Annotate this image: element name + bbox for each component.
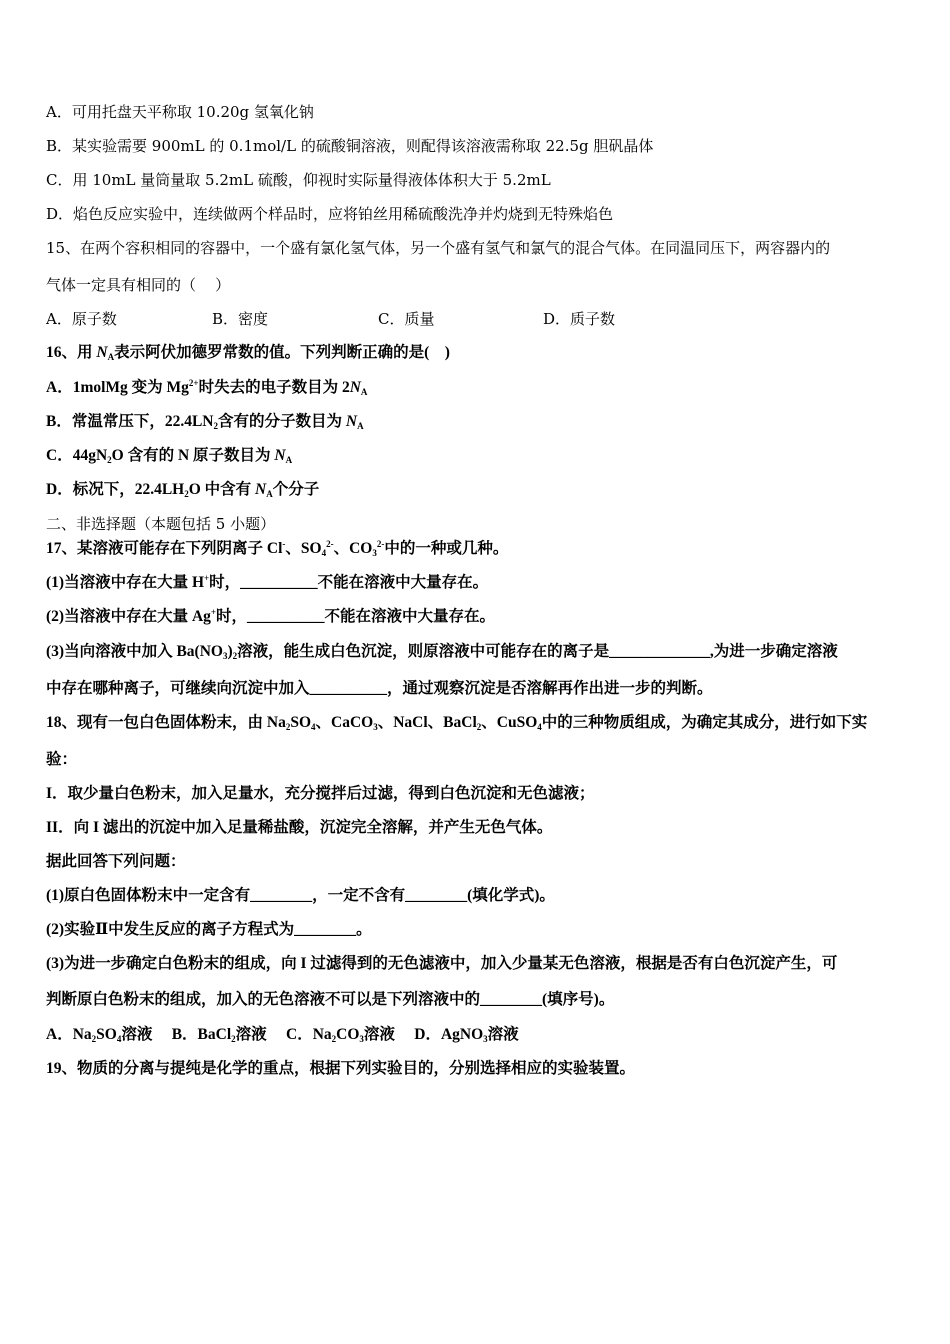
text-segment: 二、非选择题（本题包括 5 小题） — [46, 515, 276, 533]
superscript: 2+ — [188, 378, 199, 388]
subscript: 4 — [537, 722, 542, 732]
text-segment: 气体一定具有相同的（ ） — [46, 276, 231, 294]
q16-option-a — [46, 378, 367, 398]
text-segment: B．常温常压下，22.4LN — [46, 413, 214, 430]
q18-step1 — [46, 784, 595, 804]
text-segment: (2)当溶液中存在大量 Ag — [46, 608, 211, 625]
q14-option-c — [46, 170, 551, 190]
text-segment: 中的三种物质组成，为确定其成分，进行如下实 — [541, 714, 868, 731]
superscript: - — [282, 539, 286, 549]
subscript: 4 — [311, 722, 316, 732]
text-segment: 16、用 — [46, 344, 97, 361]
text-segment: (1)原白色固体粉末中一定含有________，一定不含有________(填化学式)。 — [46, 887, 555, 904]
text-segment: CO — [336, 1026, 360, 1043]
text-segment: 19、物质的分离与提纯是化学的重点，根据下列实验目的，分别选择相应的实验装置。 — [46, 1060, 636, 1077]
subscript: 3 — [372, 548, 377, 558]
subscript: 2 — [331, 1034, 337, 1044]
subscript: A — [266, 489, 273, 499]
superscript: 2- — [376, 539, 385, 549]
subscript: 3 — [483, 1034, 488, 1044]
text-segment: 表示阿伏加德罗常数的值。下列判断正确的是( ) — [114, 344, 450, 361]
superscript: 2- — [326, 539, 334, 549]
text-segment: 时失去的电子数目为 2 — [198, 379, 350, 396]
section-heading — [46, 514, 275, 534]
q17-part2 — [46, 607, 495, 627]
q14-option-b — [46, 136, 653, 156]
text-segment: 含有的分子数目为 — [218, 413, 346, 430]
text-segment: 个分子 — [272, 481, 320, 498]
q17-part1 — [46, 573, 488, 593]
q18-part1 — [46, 886, 555, 906]
text-segment: 中的一种或几种。 — [384, 540, 509, 557]
q17-part3 — [46, 642, 838, 662]
subscript: A — [285, 455, 293, 465]
text-segment: N — [349, 379, 361, 396]
text-segment: 溶液 — [487, 1026, 519, 1043]
subscript: 2 — [107, 455, 112, 465]
subscript: 2 — [231, 1034, 236, 1044]
text-segment: 、CaCO — [315, 714, 374, 731]
subscript: A — [357, 421, 364, 431]
option-c: C．质量 — [378, 310, 435, 328]
text-segment: 判断原白色粉末的组成，加入的无色溶液不可以是下列溶液中的________(填序号)。 — [46, 991, 615, 1008]
subscript: 2 — [213, 421, 218, 431]
text-segment: 17、某溶液可能存在下列阴离子 Cl — [46, 540, 283, 557]
text-segment: A．Na — [46, 1026, 92, 1043]
text-segment: 溶液 D．AgNO — [363, 1026, 484, 1043]
text-segment: 、SO — [285, 540, 322, 557]
subscript: A — [360, 387, 368, 397]
option-d: D．质子数 — [543, 310, 616, 328]
text-segment: ) — [227, 643, 233, 660]
subscript: 3 — [373, 722, 378, 732]
subscript: 2 — [91, 1034, 97, 1044]
subscript: 2 — [184, 489, 189, 499]
text-segment: II．向 I 滤出的沉淀中加入足量稀盐酸，沉淀完全溶解，并产生无色气体。 — [46, 819, 553, 836]
text-segment: SO — [290, 714, 312, 731]
text-segment: SO — [96, 1026, 117, 1043]
text-segment: 溶液 B．BaCl — [121, 1026, 232, 1043]
option-b: B．密度 — [212, 310, 269, 328]
q15-stem-cont — [46, 275, 230, 295]
subscript: 2 — [285, 722, 291, 732]
text-segment: O 中含有 — [188, 481, 256, 498]
text-segment: N — [255, 481, 267, 498]
text-segment: 15、在两个容积相同的容器中，一个盛有氯化氢气体，另一个盛有氢气和氯气的混合气体。在同温同压下，两容器内的 — [46, 239, 831, 257]
subscript: 2 — [476, 722, 482, 732]
q19-stem — [46, 1059, 635, 1079]
text-segment: (3)为进一步确定白色粉末的组成，向 I 过滤得到的无色滤液中，加入少量某无色溶液，根据是否有白色沉淀产生，可 — [46, 955, 838, 972]
text-segment: A．可用托盘天平称取 10.20g 氢氧化钠 — [46, 103, 314, 121]
text-segment: N — [274, 447, 286, 464]
superscript: + — [204, 573, 210, 583]
text-segment: 溶液 C．Na — [235, 1026, 332, 1043]
text-segment: C．44gN — [46, 447, 108, 464]
q14-option-a — [46, 102, 314, 122]
q18-stem — [46, 713, 867, 733]
text-segment: 据此回答下列问题： — [46, 853, 186, 870]
text-segment: N — [345, 413, 358, 430]
q16-option-d — [46, 480, 319, 500]
q18-part3 — [46, 954, 837, 974]
q18-stem-cont — [46, 750, 77, 770]
option-a: A．原子数 — [46, 310, 117, 328]
text-segment: (3)当向溶液中加入 Ba(NO — [46, 643, 223, 660]
text-segment: 时，__________不能在溶液中大量存在。 — [216, 608, 496, 625]
q18-options — [46, 1025, 519, 1045]
subscript: 4 — [321, 548, 327, 558]
q15-stem — [46, 238, 830, 258]
text-segment: N — [96, 344, 108, 361]
text-segment: 溶液，能生成白色沉淀，则原溶液中可能存在的离子是_____________,为进一步确定溶液 — [237, 643, 838, 660]
subscript: 3 — [222, 651, 228, 661]
subscript: 3 — [359, 1034, 364, 1044]
text-segment: I．取少量白色粉末，加入足量水，充分搅拌后过滤，得到白色沉淀和无色滤液； — [46, 785, 595, 802]
text-segment: (1)当溶液中存在大量 H — [46, 574, 205, 591]
q14-option-d — [46, 204, 613, 224]
text-segment: 验： — [46, 751, 78, 768]
text-segment: O 含有的 N 原子数目为 — [111, 447, 275, 464]
q16-stem — [46, 343, 450, 363]
text-segment: D．标况下，22.4LH — [46, 481, 185, 498]
subscript: 2 — [232, 651, 238, 661]
q18-prompt — [46, 852, 186, 872]
q16-option-c — [46, 446, 292, 466]
q18-step2 — [46, 818, 552, 838]
q18-part3-cont — [46, 990, 614, 1010]
text-segment: D．焰色反应实验中，连续做两个样品时，应将铂丝用稀硫酸洗净并灼烧到无特殊焰色 — [46, 205, 614, 223]
text-segment: A．1molMg 变为 Mg — [46, 379, 189, 396]
text-segment: 18、现有一包白色固体粉末，由 Na — [46, 714, 286, 731]
q17-stem — [46, 539, 508, 559]
text-segment: 、CO — [333, 540, 373, 557]
q16-option-b — [46, 412, 364, 432]
text-segment: B．某实验需要 900mL 的 0.1mol/L 的硫酸铜溶液，则配得该溶液需称取 22.5g 胆矾晶体 — [46, 137, 654, 155]
q17-part3-cont — [46, 679, 713, 699]
subscript: 4 — [116, 1034, 122, 1044]
subscript: A — [107, 352, 115, 362]
q18-part2 — [46, 920, 372, 940]
text-segment: 中存在哪种离子，可继续向沉淀中加入__________，通过观察沉淀是否溶解再作出进一步的判断。 — [46, 680, 713, 697]
text-segment: (2)实验Ⅱ中发生反应的离子方程式为________。 — [46, 921, 372, 938]
text-segment: 时，__________不能在溶液中大量存在。 — [209, 574, 489, 591]
superscript: + — [210, 607, 217, 617]
text-segment: 、CuSO — [481, 714, 538, 731]
text-segment: 、NaCl、BaCl — [377, 714, 477, 731]
text-segment: C．用 10mL 量筒量取 5.2mL 硫酸，仰视时实际量得液体体积大于 5.2mL — [46, 171, 551, 189]
